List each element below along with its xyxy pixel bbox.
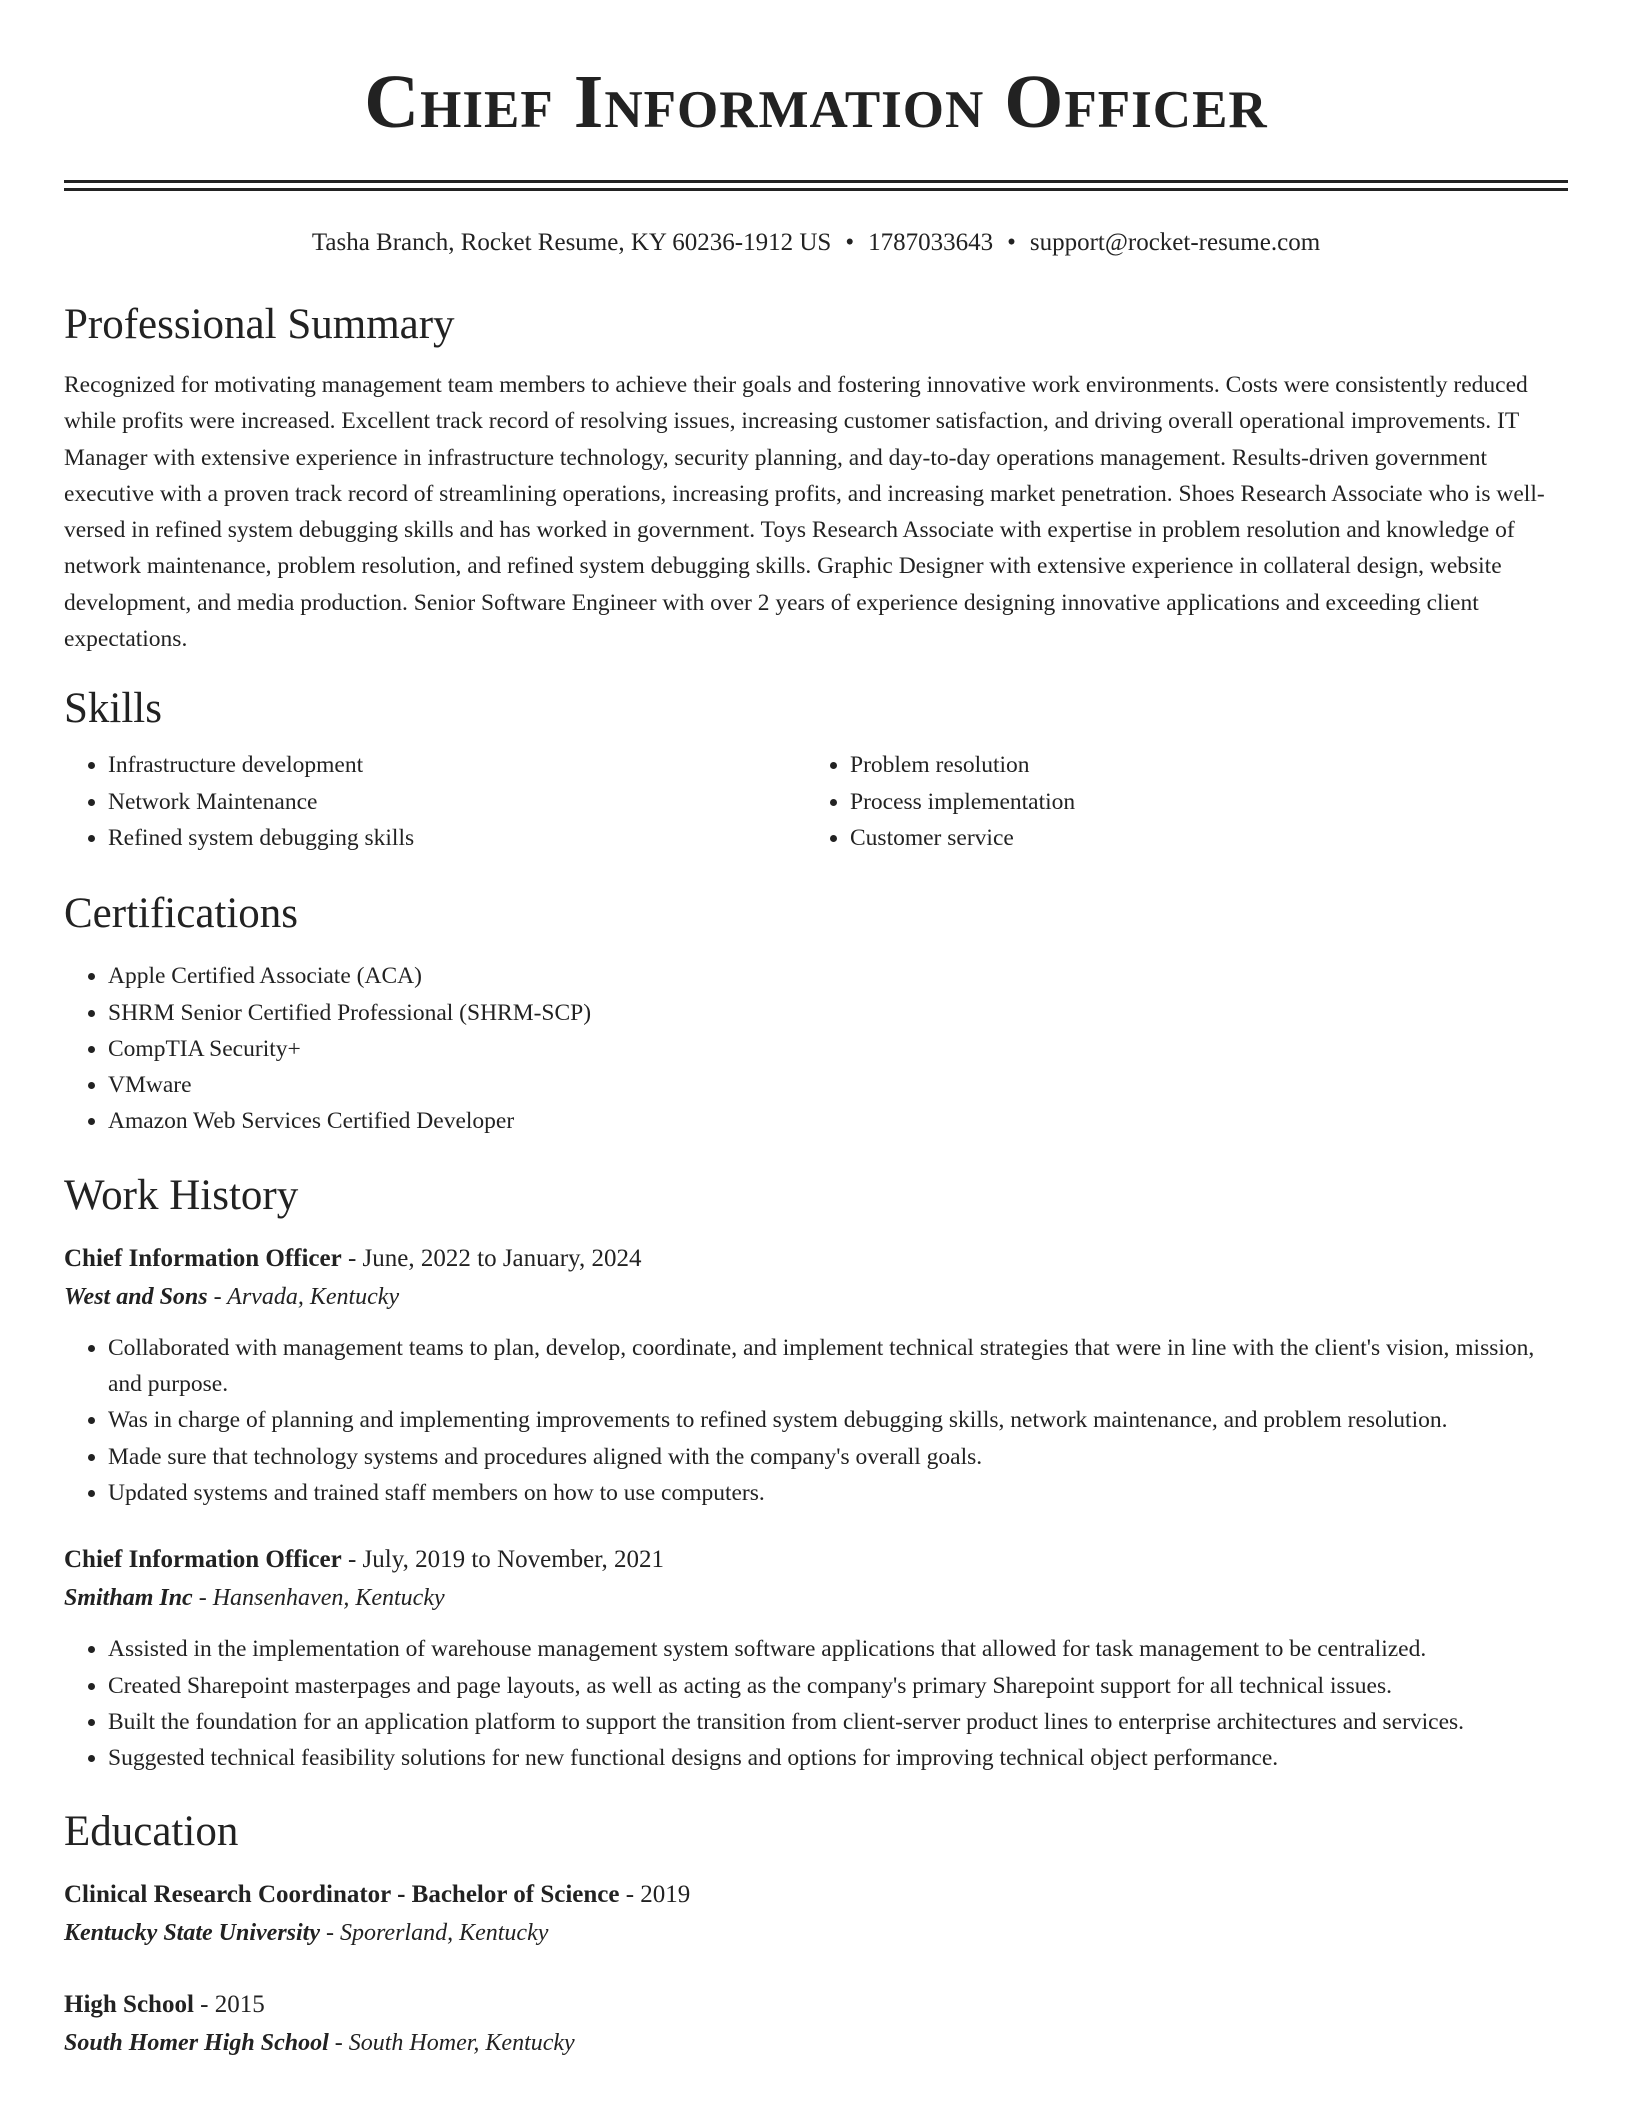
skills-columns [64,747,1568,856]
school-location: - South Homer, Kentucky [328,2030,575,2057]
company-name: West and Sons [64,1283,208,1310]
skills-column-left [64,747,806,856]
job-entry [64,1240,1568,1511]
contact-address: Tasha Branch, Rocket Resume, KY 60236-1912 US [311,229,832,256]
skills-list-left [64,747,806,856]
skill-item: • Infrastructure development [108,747,806,783]
company-line [64,1579,1568,1617]
degree-line [64,1876,1568,1914]
skill-item: • Refined system debugging skills [108,820,806,856]
job-bullet: • Created Sharepoint masterpages and page layouts, as well as acting as the company's primary Sharepoint support for all technical issues. [108,1668,1568,1704]
certification-item: • Amazon Web Services Certified Developer [108,1103,1568,1139]
education-entry [64,1876,1568,1952]
job-title: Chief Information Officer [64,1546,342,1574]
job-title: Chief Information Officer [64,1244,342,1272]
title-double-rule [64,180,1568,191]
contact-email: support@rocket-resume.com [1029,229,1321,256]
school-line [64,2024,1568,2062]
degree-name: High School [64,1991,194,2019]
school-name: South Homer High School [64,2030,329,2057]
education-heading: Education [64,1808,239,1856]
skill-item: • Process implementation [850,784,1548,820]
work-history-heading: Work History [64,1171,299,1219]
job-bullets [64,1330,1568,1511]
contact-phone: 1787033643 [868,229,994,256]
contact-line [64,227,1568,259]
certification-item: • SHRM Senior Certified Professional (SHRM-SCP) [108,995,1568,1031]
summary-heading: Professional Summary [64,301,455,348]
contact-separator: • [845,229,855,256]
certification-item: • CompTIA Security+ [108,1031,1568,1067]
contact-separator: • [1007,229,1016,256]
job-entry [64,1541,1568,1776]
degree-line [64,1986,1568,2024]
skills-column-right [806,747,1548,856]
job-title-line [64,1240,1568,1278]
company-location: - Hansenhaven, Kentucky [192,1585,445,1612]
skill-item: • Problem resolution [850,747,1548,783]
job-dates: - July, 2019 to November, 2021 [341,1546,665,1574]
degree-year: - 2015 [193,1991,265,2019]
job-title-line [64,1541,1568,1579]
job-bullet: • Built the foundation for an application platform to support the transition from client-server product lines to enterprise architectures and services. [108,1704,1568,1740]
company-line [64,1278,1568,1316]
skill-item: • Customer service [850,820,1548,856]
resume-title: Chief Information Officer [364,60,1268,144]
job-bullet: • Updated systems and trained staff members on how to use computers. [108,1475,1568,1511]
certification-item: • VMware [108,1067,1568,1103]
school-line [64,1914,1568,1952]
certifications-list [64,958,1568,1139]
job-dates: - June, 2022 to January, 2024 [341,1244,642,1272]
school-location: - Sporerland, Kentucky [319,1920,549,1947]
company-location: - Arvada, Kentucky [207,1283,400,1310]
skills-list-right [806,747,1548,856]
job-bullet: • Suggested technical feasibility solutions for new functional designs and options for improving technical object performance. [108,1740,1568,1776]
company-name: Smitham Inc [64,1585,193,1612]
school-name: Kentucky State University [64,1920,320,1947]
degree-name: Clinical Research Coordinator - Bachelor of Science [64,1881,620,1909]
skills-heading: Skills [64,685,162,733]
summary-text: Recognized for motivating management team members to achieve their goals and fostering innovative work environments. Costs were consistently reduced while profits were increased. Excellent track record of resolving issues, increasing customer satisfaction, and driving overall operational improvements. IT Manager with extensive experience in infrastructure technology, security planning, and day-to-day operations management. Results-driven government executive with a proven track record of streamlining operations, increasing profits, and increasing market penetration. Shoes Research Associate who is well-versed in refined system debugging skills and has worked in government. Toys Research Associate with expertise in problem resolution and knowledge of network maintenance, problem resolution, and refined system debugging skills. Graphic Designer with extensive experience in collateral design, website development, and media production. Senior Software Engineer with over 2 years of experience designing innovative applications and exceeding client expectations. [64,372,1545,653]
skill-item: • Network Maintenance [108,784,806,820]
job-bullets [64,1631,1568,1776]
job-bullet: • Assisted in the implementation of warehouse management system software applications that allowed for task management to be centralized. [108,1631,1568,1667]
certifications-heading: Certifications [64,890,299,938]
job-bullet: • Made sure that technology systems and procedures aligned with the company's overall goals. [108,1439,1568,1475]
education-entry [64,1986,1568,2062]
certification-item: • Apple Certified Associate (ACA) [108,958,1568,994]
degree-year: - 2019 [619,1881,691,1909]
job-bullet: • Collaborated with management teams to plan, develop, coordinate, and implement technical strategies that were in line with the client's vision, mission, and purpose. [108,1330,1568,1403]
job-bullet: • Was in charge of planning and implementing improvements to refined system debugging skills, network maintenance, and problem resolution. [108,1402,1568,1438]
